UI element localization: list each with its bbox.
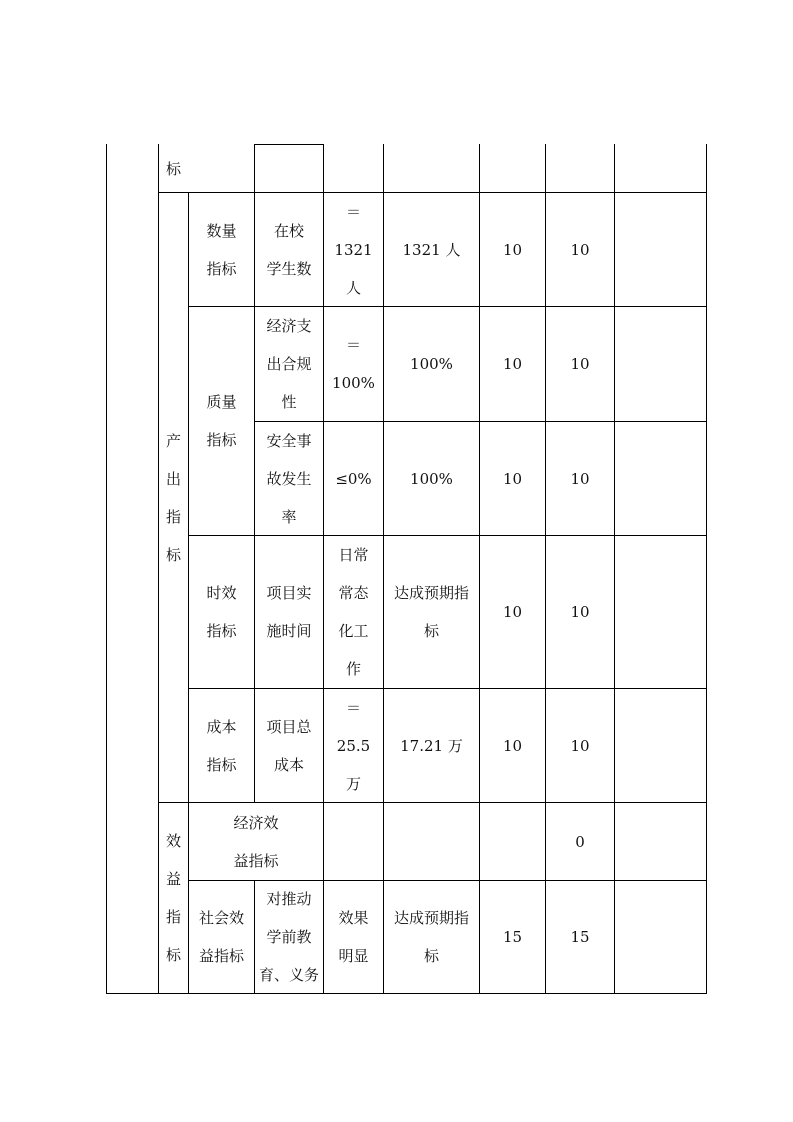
social-weight: 15: [502, 928, 523, 946]
timeliness-actual: 达成预期指 标: [393, 584, 469, 640]
quality-1-item: 经济支 出合规 性: [266, 317, 312, 411]
quality-1-score: 10: [570, 355, 590, 373]
quality-2-actual: 100%: [410, 469, 453, 488]
cost-category: 成本 指标: [206, 717, 237, 774]
quality-category: 质量 指标: [206, 393, 237, 449]
quantity-target: ＝ 1321 人: [334, 202, 373, 297]
label-char: 指: [165, 908, 181, 926]
quality-2-target: ≤0%: [335, 469, 372, 488]
label-char: 指: [165, 507, 181, 526]
label-char: 益: [165, 870, 181, 888]
quantity-actual: 1321 人: [402, 240, 461, 259]
timeliness-target: 日常 常态 化工 作: [338, 546, 369, 678]
quantity-score: 10: [570, 240, 590, 259]
quantity-category: 数量 指标: [206, 221, 237, 278]
output-indicators-label: [159, 193, 188, 802]
grid-line: [106, 144, 107, 994]
label-char: 产: [165, 431, 181, 450]
grid-line: [254, 144, 324, 145]
continued-label: 标: [165, 159, 181, 178]
quantity-item: 在校 学生数: [266, 221, 312, 278]
timeliness-score: 10: [570, 603, 590, 621]
social-actual: 达成预期指 标: [393, 909, 469, 965]
benefit-indicators-label: [159, 803, 188, 993]
cost-target: ＝ 25.5 万: [336, 698, 371, 793]
label-char: 标: [165, 946, 181, 964]
quality-2-item: 安全事 故发生 率: [266, 431, 312, 526]
social-category: 社会效 益指标: [198, 909, 244, 965]
grid-line: [706, 144, 707, 994]
cost-weight: 10: [502, 736, 523, 755]
label-char: 出: [165, 469, 181, 488]
quantity-weight: 10: [502, 240, 523, 259]
grid-line: [614, 144, 615, 994]
label-char: 效: [165, 832, 181, 850]
economic-category: 经济效 益指标: [233, 813, 279, 870]
timeliness-weight: 10: [502, 603, 523, 621]
quality-1-actual: 100%: [410, 355, 453, 373]
quality-1-target: ＝ 100%: [332, 336, 375, 392]
cost-item: 项目总 成本: [266, 717, 312, 774]
grid-line: [106, 993, 707, 994]
social-score: 15: [570, 928, 590, 946]
quality-2-weight: 10: [502, 469, 523, 488]
label-char: 标: [165, 545, 181, 564]
social-item: 对推动 学前教 育、义务: [258, 890, 319, 984]
cost-actual: 17.21 万: [400, 736, 463, 755]
quality-1-weight: 10: [502, 355, 523, 373]
social-target: 效果 明显: [338, 909, 369, 965]
timeliness-category: 时效 指标: [206, 584, 237, 640]
cost-score: 10: [570, 736, 590, 755]
economic-score: 0: [575, 832, 585, 851]
timeliness-item: 项目实 施时间: [266, 584, 312, 640]
quality-2-score: 10: [570, 469, 590, 488]
